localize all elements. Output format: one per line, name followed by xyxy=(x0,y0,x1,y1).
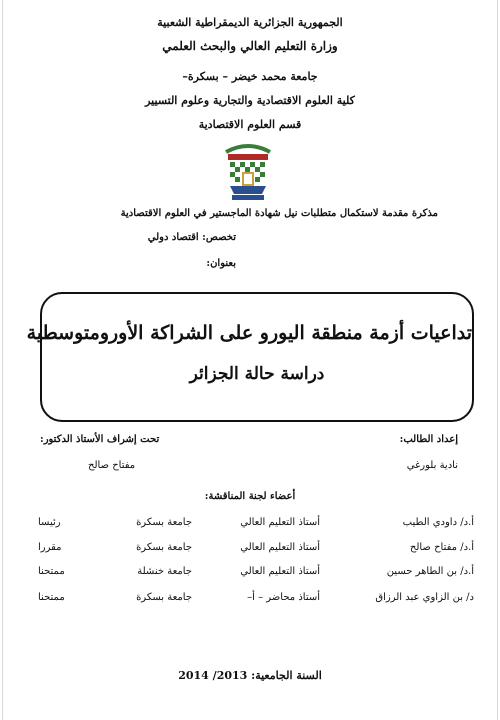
page-edge-left xyxy=(2,0,3,720)
university-name: جامعة محمد خيضر – بسكرة– xyxy=(182,70,318,83)
republic-name: الجمهورية الجزائرية الديمقراطية الشعبية xyxy=(157,16,343,29)
specialty: تخصص: اقتصاد دولي xyxy=(147,232,236,243)
member-name: د/ بن الزاوي عبد الرزاق xyxy=(375,592,474,603)
supervisor-name: مفتاح صالح xyxy=(88,460,136,471)
academic-year: السنة الجامعية: 2013/ 2014 xyxy=(178,669,322,682)
supervisor-label: تحت إشراف الأستاذ الدكتور: xyxy=(40,434,160,445)
university-logo xyxy=(222,140,274,202)
committee-label: أعضاء لجنة المناقشة: xyxy=(204,491,296,502)
student-name: نادية بلورغي xyxy=(406,460,458,471)
member-role: ممتحنا xyxy=(38,592,65,603)
titled-label: بعنوان: xyxy=(206,258,236,269)
thesis-subtitle: دراسة حالة الجزائر xyxy=(189,364,325,384)
member-university: جامعة بسكرة xyxy=(136,592,192,603)
member-name: أ.د/ بن الطاهر حسين xyxy=(386,566,474,577)
member-name: أ.د/ داودي الطيب xyxy=(402,517,474,528)
member-rank: أستاذ التعليم العالي xyxy=(240,542,320,553)
member-university: جامعة خنشلة xyxy=(137,566,192,577)
student-label: إعداد الطالب: xyxy=(399,434,458,445)
page-edge-right xyxy=(497,0,498,720)
faculty-name: كلية العلوم الاقتصادية والتجارية وعلوم التسيير xyxy=(145,94,355,107)
member-university: جامعة بسكرة xyxy=(136,517,192,528)
thesis-title: تداعيات أزمة منطقة اليورو على الشراكة الأورومتوسطية xyxy=(26,322,472,344)
memo-purpose: مذكرة مقدمة لاستكمال متطلبات نيل شهادة الماجستير في العلوم الاقتصادية xyxy=(120,208,438,219)
ministry-name: وزارة التعليم العالي والبحث العلمي xyxy=(162,39,338,53)
member-university: جامعة بسكرة xyxy=(136,542,192,553)
member-rank: أستاذ محاضر – أ– xyxy=(247,592,320,603)
member-role: ممتحنا xyxy=(38,566,65,577)
department-name: قسم العلوم الاقتصادية xyxy=(198,118,302,131)
member-rank: أستاذ التعليم العالي xyxy=(240,566,320,577)
thesis-title-box xyxy=(26,292,474,422)
member-name: أ.د/ مفتاح صالح xyxy=(409,542,474,553)
member-role: رئيسا xyxy=(38,517,61,528)
member-rank: أستاذ التعليم العالي xyxy=(240,517,320,528)
member-role: مقررا xyxy=(38,542,62,553)
